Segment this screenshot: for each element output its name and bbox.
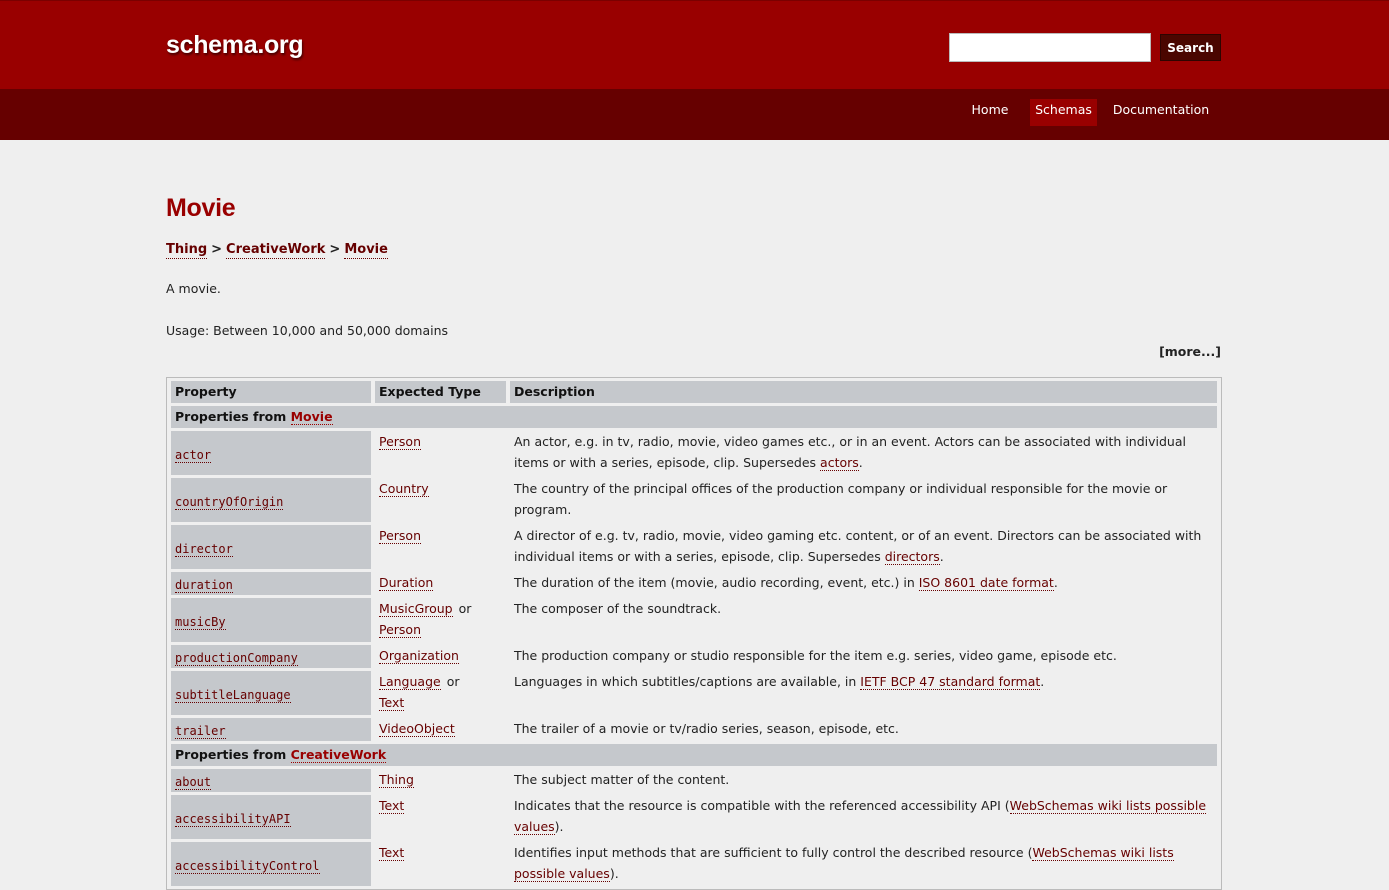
description-text: Identifies input methods that are sufficient to fully control the described resource (	[514, 845, 1033, 860]
description-text: The production company or studio responsible for the item e.g. series, video game, episode etc.	[514, 648, 1117, 663]
table-row	[171, 525, 1217, 569]
expected-type-cell	[375, 431, 506, 475]
search-input[interactable]	[949, 33, 1151, 62]
description-text: A director of e.g. tv, radio, movie, video gaming etc. content, or of an event. Directors can be associated with individual items or with a series, episode, clip. Supersedes	[514, 528, 1202, 564]
description-tail: .	[858, 455, 863, 470]
properties-table	[166, 377, 1222, 890]
description-text: The duration of the item (movie, audio recording, event, etc.) in	[514, 575, 919, 590]
breadcrumb-thing[interactable]: Thing	[166, 242, 208, 257]
description-text: The country of the principal offices of the production company or individual responsible for the movie or program.	[514, 481, 1168, 517]
description-link[interactable]: ISO 8601 date format	[918, 575, 1054, 590]
property-link[interactable]: productionCompany	[175, 651, 298, 665]
table-header-row	[171, 381, 1217, 403]
expected-type-link[interactable]: Country	[379, 481, 429, 496]
description-link[interactable]: IETF BCP 47 standard format	[860, 674, 1041, 689]
expected-type-link[interactable]: Text	[379, 695, 405, 710]
property-link[interactable]: accessibilityAPI	[175, 811, 291, 826]
table-row	[171, 572, 1217, 595]
header-expected-type: Expected Type	[375, 381, 506, 403]
description-text: The composer of the soundtrack.	[514, 601, 722, 616]
description-tail: .	[939, 549, 944, 564]
expected-type-link[interactable]: Person	[379, 622, 422, 637]
more-link[interactable]: [more...]	[1159, 344, 1221, 359]
expected-type-link[interactable]: VideoObject	[379, 721, 455, 736]
property-link[interactable]: subtitleLanguage	[175, 687, 291, 702]
nav-documentation[interactable]: Documentation	[1112, 102, 1210, 117]
property-cell	[171, 478, 371, 522]
property-link[interactable]: director	[175, 541, 233, 556]
nav-home[interactable]: Home	[971, 102, 1009, 117]
description-tail: .	[1040, 674, 1045, 689]
expected-type-cell	[375, 769, 506, 792]
description-cell	[510, 671, 1217, 715]
table-row	[171, 478, 1217, 522]
table-row	[171, 645, 1217, 668]
expected-type-link[interactable]: Language	[379, 674, 441, 689]
expected-type-link[interactable]: Person	[379, 434, 422, 449]
breadcrumb-separator: >	[329, 242, 341, 257]
property-cell	[171, 842, 371, 886]
description-cell	[510, 769, 1217, 792]
breadcrumb-movie[interactable]: Movie	[344, 242, 388, 257]
description-cell	[510, 598, 1217, 642]
description-cell	[510, 431, 1217, 475]
property-link[interactable]: duration	[175, 578, 233, 592]
site-logo[interactable]: schema.org	[166, 31, 304, 59]
expected-type-link[interactable]: Text	[379, 845, 405, 860]
description-tail: ).	[609, 866, 619, 881]
description-link[interactable]: WebSchemas wiki lists possible values	[514, 845, 1174, 881]
table-row	[171, 795, 1217, 839]
expected-type-link[interactable]: Thing	[379, 772, 414, 787]
header-description: Description	[510, 381, 1217, 403]
property-link[interactable]: trailer	[175, 724, 226, 738]
expected-type-cell	[375, 718, 506, 741]
description-link[interactable]: WebSchemas wiki lists possible values	[514, 798, 1207, 834]
property-link[interactable]: actor	[175, 447, 212, 462]
expected-type-cell	[375, 598, 506, 642]
property-cell	[171, 718, 371, 741]
table-row	[171, 431, 1217, 475]
expected-type-link[interactable]: Person	[379, 528, 422, 543]
property-cell	[171, 645, 371, 668]
expected-type-link[interactable]: Organization	[379, 648, 459, 663]
table-row	[171, 842, 1217, 886]
description-cell	[510, 478, 1217, 522]
group-type-link[interactable]: Movie	[290, 409, 333, 424]
group-prefix: Properties from	[175, 747, 287, 762]
description-tail: .	[1053, 575, 1058, 590]
type-description: A movie.	[166, 281, 221, 296]
breadcrumb	[166, 242, 388, 257]
expected-type-cell	[375, 645, 506, 668]
group-row	[171, 406, 1217, 428]
description-cell	[510, 645, 1217, 668]
property-cell	[171, 795, 371, 839]
nav-schemas[interactable]: Schemas	[1030, 99, 1097, 126]
property-cell	[171, 431, 371, 475]
expected-type-cell	[375, 572, 506, 595]
expected-type-cell	[375, 795, 506, 839]
header-property: Property	[171, 381, 371, 403]
site-header	[0, 0, 1389, 89]
table-row	[171, 718, 1217, 741]
property-link[interactable]: about	[175, 775, 212, 789]
expected-type-cell	[375, 478, 506, 522]
nav-bar	[0, 89, 1389, 140]
description-link[interactable]: directors	[884, 549, 940, 564]
expected-type-link[interactable]: Duration	[379, 575, 434, 590]
property-cell	[171, 525, 371, 569]
description-text: Languages in which subtitles/captions are available, in	[514, 674, 861, 689]
expected-type-cell	[375, 842, 506, 886]
description-text: The subject matter of the content.	[514, 772, 730, 787]
type-or-label: or	[446, 674, 460, 689]
property-link[interactable]: musicBy	[175, 614, 226, 629]
property-cell	[171, 572, 371, 595]
breadcrumb-creativework[interactable]: CreativeWork	[226, 242, 326, 257]
breadcrumb-separator: >	[211, 242, 223, 257]
group-prefix: Properties from	[175, 409, 287, 424]
expected-type-cell	[375, 525, 506, 569]
description-cell	[510, 525, 1217, 569]
table-row	[171, 671, 1217, 715]
table-row	[171, 598, 1217, 642]
table-row	[171, 769, 1217, 792]
description-text: Indicates that the resource is compatible with the referenced accessibility API (	[514, 798, 1010, 813]
description-cell	[510, 718, 1217, 741]
page-title: Movie	[166, 194, 236, 222]
usage-text: Usage: Between 10,000 and 50,000 domains	[166, 323, 449, 338]
description-cell	[510, 842, 1217, 886]
search-button[interactable]: Search	[1160, 34, 1221, 61]
property-cell	[171, 671, 371, 715]
expected-type-link[interactable]: Text	[379, 798, 405, 813]
property-link[interactable]: accessibilityControl	[175, 858, 320, 873]
description-text: An actor, e.g. in tv, radio, movie, video games etc., or in an event. Actors can be associated with individual items or with a series, episode, clip. Supersedes	[514, 434, 1186, 470]
description-cell	[510, 795, 1217, 839]
description-cell	[510, 572, 1217, 595]
table-body	[171, 406, 1217, 886]
description-tail: ).	[554, 819, 564, 834]
group-heading	[171, 744, 1217, 766]
property-link[interactable]: countryOfOrigin	[175, 494, 284, 509]
group-row	[171, 744, 1217, 766]
expected-type-cell	[375, 671, 506, 715]
group-type-link[interactable]: CreativeWork	[290, 747, 387, 762]
property-cell	[171, 598, 371, 642]
description-link[interactable]: actors	[820, 455, 859, 470]
group-heading	[171, 406, 1217, 428]
description-text: The trailer of a movie or tv/radio series, season, episode, etc.	[514, 721, 899, 736]
type-or-label: or	[458, 601, 472, 616]
property-cell	[171, 769, 371, 792]
expected-type-link[interactable]: MusicGroup	[379, 601, 453, 616]
